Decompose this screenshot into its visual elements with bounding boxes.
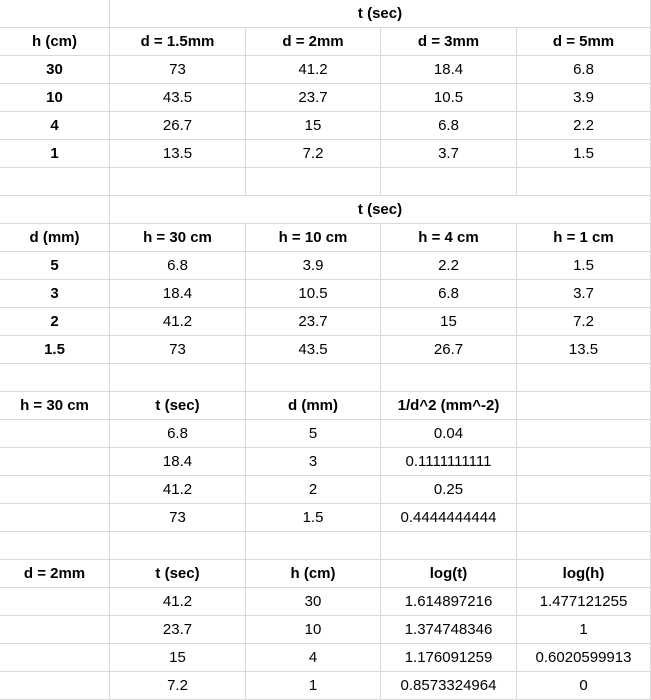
table2-row-label[interactable]: 3 bbox=[0, 280, 110, 308]
table2-cell[interactable]: 3.7 bbox=[517, 280, 651, 308]
table3-cell[interactable]: 0.1111111111 bbox=[381, 448, 517, 476]
cell-empty[interactable] bbox=[381, 364, 517, 392]
table3-cell[interactable] bbox=[517, 504, 651, 532]
table4-cell[interactable]: 1 bbox=[517, 616, 651, 644]
table1-column-header[interactable]: d = 3mm bbox=[381, 28, 517, 56]
cell-empty[interactable] bbox=[0, 196, 110, 224]
table4-cell[interactable]: 15 bbox=[110, 644, 246, 672]
cell-empty[interactable] bbox=[0, 644, 110, 672]
table4-cell[interactable]: 23.7 bbox=[110, 616, 246, 644]
table4-cell[interactable]: 7.2 bbox=[110, 672, 246, 700]
table3-cell[interactable]: 41.2 bbox=[110, 476, 246, 504]
table3-cell[interactable] bbox=[517, 476, 651, 504]
table3-column-header[interactable]: d (mm) bbox=[246, 392, 381, 420]
table1-cell[interactable]: 15 bbox=[246, 112, 381, 140]
table4-cell[interactable]: 1.477121255 bbox=[517, 588, 651, 616]
table2-row-label[interactable]: 5 bbox=[0, 252, 110, 280]
table2-cell[interactable]: 13.5 bbox=[517, 336, 651, 364]
cell-empty[interactable] bbox=[246, 168, 381, 196]
cell-empty[interactable] bbox=[0, 588, 110, 616]
table1-cell[interactable]: 43.5 bbox=[110, 84, 246, 112]
table2-cell[interactable]: 73 bbox=[110, 336, 246, 364]
table4-column-header[interactable]: h (cm) bbox=[246, 560, 381, 588]
table2-cell[interactable]: 6.8 bbox=[110, 252, 246, 280]
table4-cell[interactable]: 1 bbox=[246, 672, 381, 700]
table4-cell[interactable]: 30 bbox=[246, 588, 381, 616]
table3-cell[interactable]: 0.04 bbox=[381, 420, 517, 448]
table4-cell[interactable]: 4 bbox=[246, 644, 381, 672]
table3-cell[interactable]: 5 bbox=[246, 420, 381, 448]
cell-empty[interactable] bbox=[0, 672, 110, 700]
table1-cell[interactable]: 23.7 bbox=[246, 84, 381, 112]
cell-empty[interactable] bbox=[0, 168, 110, 196]
table2-cell[interactable]: 26.7 bbox=[381, 336, 517, 364]
table4-column-header[interactable]: log(t) bbox=[381, 560, 517, 588]
table3-cell[interactable]: 6.8 bbox=[110, 420, 246, 448]
table2-column-header[interactable]: h = 4 cm bbox=[381, 224, 517, 252]
cell-empty[interactable] bbox=[0, 616, 110, 644]
table3-cell[interactable]: 73 bbox=[110, 504, 246, 532]
table3-cell[interactable]: 0.25 bbox=[381, 476, 517, 504]
table2-group-header[interactable]: t (sec) bbox=[110, 196, 651, 224]
table1-group-header[interactable]: t (sec) bbox=[110, 0, 651, 28]
table2-column-header[interactable]: h = 30 cm bbox=[110, 224, 246, 252]
table3-cell[interactable] bbox=[517, 448, 651, 476]
table1-row-label[interactable]: 30 bbox=[0, 56, 110, 84]
table4-label[interactable]: d = 2mm bbox=[0, 560, 110, 588]
table2-column-header[interactable]: h = 10 cm bbox=[246, 224, 381, 252]
table2-cell[interactable]: 7.2 bbox=[517, 308, 651, 336]
cell-empty[interactable] bbox=[246, 364, 381, 392]
table2-cell[interactable]: 6.8 bbox=[381, 280, 517, 308]
cell-empty[interactable] bbox=[0, 0, 110, 28]
table2-cell[interactable]: 10.5 bbox=[246, 280, 381, 308]
table3-cell[interactable]: 0.4444444444 bbox=[381, 504, 517, 532]
table1-row-label[interactable]: 1 bbox=[0, 140, 110, 168]
table1-cell[interactable]: 10.5 bbox=[381, 84, 517, 112]
table1-row-header[interactable]: h (cm) bbox=[0, 28, 110, 56]
cell-empty[interactable] bbox=[110, 168, 246, 196]
table3-cell[interactable]: 2 bbox=[246, 476, 381, 504]
table2-cell[interactable]: 2.2 bbox=[381, 252, 517, 280]
table3-label[interactable]: h = 30 cm bbox=[0, 392, 110, 420]
table4-column-header[interactable]: log(h) bbox=[517, 560, 651, 588]
table1-cell[interactable]: 7.2 bbox=[246, 140, 381, 168]
table4-cell[interactable]: 1.176091259 bbox=[381, 644, 517, 672]
cell-empty[interactable] bbox=[517, 532, 651, 560]
cell-empty[interactable] bbox=[0, 448, 110, 476]
table2-row-label[interactable]: 1.5 bbox=[0, 336, 110, 364]
table3-cell[interactable] bbox=[517, 420, 651, 448]
table4-column-header[interactable]: t (sec) bbox=[110, 560, 246, 588]
cell-empty[interactable] bbox=[517, 168, 651, 196]
table1-cell[interactable]: 18.4 bbox=[381, 56, 517, 84]
table4-cell[interactable]: 10 bbox=[246, 616, 381, 644]
table1-cell[interactable]: 3.9 bbox=[517, 84, 651, 112]
table1-column-header[interactable]: d = 2mm bbox=[246, 28, 381, 56]
table1-cell[interactable]: 6.8 bbox=[381, 112, 517, 140]
table1-cell[interactable]: 41.2 bbox=[246, 56, 381, 84]
cell-empty[interactable] bbox=[517, 364, 651, 392]
cell-empty[interactable] bbox=[381, 168, 517, 196]
table4-cell[interactable]: 1.614897216 bbox=[381, 588, 517, 616]
table2-row-header[interactable]: d (mm) bbox=[0, 224, 110, 252]
table3-cell[interactable]: 18.4 bbox=[110, 448, 246, 476]
table1-row-label[interactable]: 4 bbox=[0, 112, 110, 140]
table4-cell[interactable]: 0.6020599913 bbox=[517, 644, 651, 672]
cell-empty[interactable] bbox=[0, 420, 110, 448]
table1-cell[interactable]: 13.5 bbox=[110, 140, 246, 168]
table4-cell[interactable]: 0 bbox=[517, 672, 651, 700]
table1-cell[interactable]: 73 bbox=[110, 56, 246, 84]
table2-cell[interactable]: 3.9 bbox=[246, 252, 381, 280]
cell-empty[interactable] bbox=[0, 504, 110, 532]
table4-cell[interactable]: 0.8573324964 bbox=[381, 672, 517, 700]
table3-cell[interactable]: 1.5 bbox=[246, 504, 381, 532]
table3-column-header[interactable] bbox=[517, 392, 651, 420]
table2-cell[interactable]: 43.5 bbox=[246, 336, 381, 364]
cell-empty[interactable] bbox=[110, 364, 246, 392]
table1-cell[interactable]: 1.5 bbox=[517, 140, 651, 168]
table2-cell[interactable]: 41.2 bbox=[110, 308, 246, 336]
table1-cell[interactable]: 26.7 bbox=[110, 112, 246, 140]
table2-column-header[interactable]: h = 1 cm bbox=[517, 224, 651, 252]
table3-cell[interactable]: 3 bbox=[246, 448, 381, 476]
table2-row-label[interactable]: 2 bbox=[0, 308, 110, 336]
cell-empty[interactable] bbox=[0, 364, 110, 392]
table1-cell[interactable]: 6.8 bbox=[517, 56, 651, 84]
table2-cell[interactable]: 15 bbox=[381, 308, 517, 336]
table2-cell[interactable]: 18.4 bbox=[110, 280, 246, 308]
table1-column-header[interactable]: d = 5mm bbox=[517, 28, 651, 56]
table4-cell[interactable]: 41.2 bbox=[110, 588, 246, 616]
cell-empty[interactable] bbox=[381, 532, 517, 560]
table3-column-header[interactable]: 1/d^2 (mm^-2) bbox=[381, 392, 517, 420]
table1-row-label[interactable]: 10 bbox=[0, 84, 110, 112]
table3-column-header[interactable]: t (sec) bbox=[110, 392, 246, 420]
table4-cell[interactable]: 1.374748346 bbox=[381, 616, 517, 644]
table2-cell[interactable]: 1.5 bbox=[517, 252, 651, 280]
cell-empty[interactable] bbox=[0, 532, 110, 560]
cell-empty[interactable] bbox=[246, 532, 381, 560]
table1-column-header[interactable]: d = 1.5mm bbox=[110, 28, 246, 56]
table1-cell[interactable]: 2.2 bbox=[517, 112, 651, 140]
cell-empty[interactable] bbox=[0, 476, 110, 504]
cell-empty[interactable] bbox=[110, 532, 246, 560]
table2-cell[interactable]: 23.7 bbox=[246, 308, 381, 336]
table1-cell[interactable]: 3.7 bbox=[381, 140, 517, 168]
